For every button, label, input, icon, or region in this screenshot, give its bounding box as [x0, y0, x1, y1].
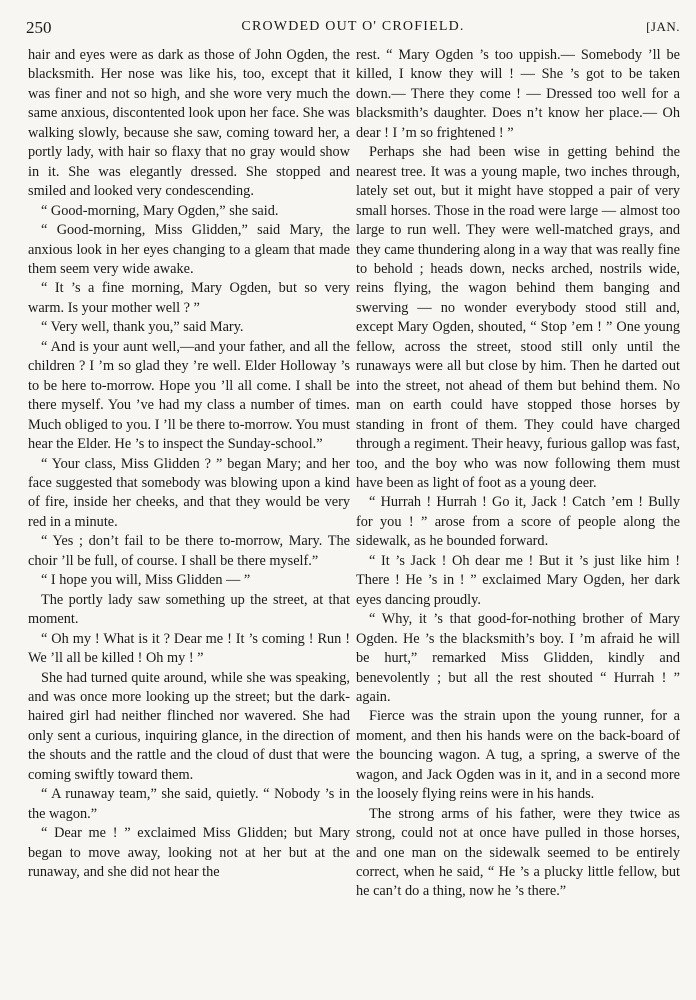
paragraph: “ Very well, thank you,” said Mary. — [41, 319, 244, 336]
paragraph: “ It ’s a fine morning, Mary Ogden, but so very warm. Is your mother well ? ” — [28, 280, 350, 316]
paragraph: She had turned quite around, while she was speaking, and was once more looking up the street; but the dark-haired girl had neither flinched nor wavered. She had only sent a curious, inquiring glance, in the direction of the shouts and the rattle and the cloud of dust that were coming swiftly toward them. — [28, 669, 350, 783]
paragraph: hair and eyes were as dark as those of John Ogden, the blacksmith. Her nose was like his, too, except that it was finer and not so high, and she wore very much the same anxious, discontented look upon her face. She was walking slowly, because she saw, coming toward her, a portly lady, with hair so flaxy that no gray would show in it. She was elegantly dressed. She stopped and smiled and looked very condescending. — [28, 47, 350, 200]
running-title: CROWDED OUT O' CROFIELD. — [241, 19, 465, 34]
right-column — [356, 46, 680, 902]
paragraph: “ Good-morning, Mary Ogden,” she said. — [41, 202, 279, 219]
paragraph: The strong arms of his father, were they twice as strong, could not at once have pulled in those horses, and one man on the sidewalk seemed to be entirely correct, when he said, “ He ’s a plucky little fellow, but he can’t do a thing, now he ’s there.” — [356, 805, 680, 900]
page-header — [26, 18, 680, 40]
paragraph: “ Your class, Miss Glidden ? ” began Mary; and her face suggested that somebody was blowing upon a kind of fire, inside her cheeks, and that they would be very red in a minute. — [28, 455, 350, 530]
paragraph: “ Hurrah ! Hurrah ! Go it, Jack ! Catch ’em ! Bully for you ! ” arose from a score of people along the sidewalk, as he bounded forward. — [356, 494, 680, 550]
paragraph: Perhaps she had been wise in getting behind the nearest tree. It was a young maple, two inches through, lately set out, but it might have stopped a pair of very small horses. Those in the road were large — almost too large to run well. They were well-matched grays, and they came thundering along in a way that was really fine to behold ; heads down, necks arched, nostrils wide, reins flying, the wagon behind them banging and swerving — no wonder everybody stood still and, except Mary Ogden, shouted, “ Stop ’em ! ” One young fellow, across the street, stood still only until the runaways were all but close by him. Then he darted out into the street, not ahead of them but behind them. No man on earth could have stopped those horses by standing in front of them. They could have charged through a regiment. Their heavy, furious gallop was fast, too, and the boy who was now following them must have been as light of foot as a young deer. — [356, 144, 680, 491]
paragraph: The portly lady saw something up the street, at that moment. — [28, 591, 350, 628]
paragraph: “ Why, it ’s that good-for-nothing brother of Mary Ogden. He ’s the blacksmith’s boy. I ’m afraid he will be hurt,” remarked Miss Glidden, kindly and benevolently ; but all the rest shouted “ Hurrah ! ” again. — [356, 611, 680, 705]
paragraph: “ Dear me ! ” exclaimed Miss Glidden; but Mary began to move away, looking not at her but at the runaway, and she did not hear the — [28, 825, 350, 881]
paragraph: “ Good-morning, Miss Glidden,” said Mary, the anxious look in her eyes changing to a gleam that made them seem very wide awake. — [28, 222, 350, 277]
page-number: 250 — [26, 18, 52, 37]
issue-month: [JAN. — [646, 19, 680, 34]
paragraph: “ It ’s Jack ! Oh dear me ! But it ’s just like him ! There ! He ’s in ! ” exclaimed Mary Ogden, her dark eyes dancing proudly. — [356, 552, 680, 608]
paragraph: “ Oh my ! What is it ? Dear me ! It ’s coming ! Run ! We ’ll all be killed ! Oh my ! ” — [28, 630, 350, 667]
paragraph: “ A runaway team,” she said, quietly. “ Nobody ’s in the wagon.” — [28, 786, 350, 822]
paragraph: rest. “ Mary Ogden ’s too uppish.— Somebody ’ll be killed, I know they will ! — She ’s got to be taken down.— There they come ! — Dressed too well for a blacksmith’s daughter. Does n’t know her place.— Oh dear ! I ’m so frightened ! ” — [356, 47, 680, 141]
paragraph: “ Yes ; don’t fail to be there to-morrow, Mary. The choir ’ll be full, of course. I shall be there myself.” — [28, 533, 350, 569]
paragraph: Fierce was the strain upon the young runner, for a moment, and then his hands were on the back-board of the bouncing wagon. A tug, a spring, a swerve of the wagon, and Jack Ogden was in it, and in a second more the loosely flying reins were in his hands. — [356, 708, 680, 803]
paragraph: “ I hope you will, Miss Glidden — ” — [41, 572, 251, 589]
paragraph: “ And is your aunt well,—and your father, and all the children ? I ’m so glad they ’re well. Elder Holloway ’s to be here to-morrow. Hope you ’ll all come. I shall be there myself. You ’ve had my class a number of times. Much obliged to you. I ’ll be there to-morrow. You must hear the Elder. He ’s to inspect the Sunday-school.” — [28, 338, 350, 453]
left-column — [28, 46, 350, 882]
